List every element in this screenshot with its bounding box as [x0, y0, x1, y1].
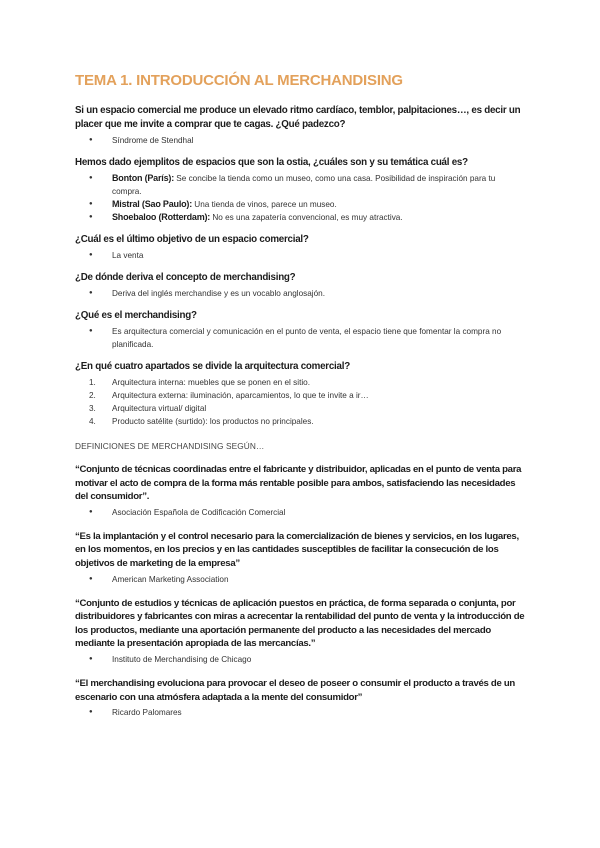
item-text: Producto satélite (surtido): los productos no principales.: [112, 417, 314, 426]
list-item: [75, 402, 527, 415]
item-number: 2.: [89, 391, 96, 400]
item-text: Se concibe la tienda como un museo, como una casa. Posibilidad de inspiración para tu compra.: [112, 174, 496, 196]
qa-block: [75, 309, 527, 351]
qa-block: [75, 360, 527, 428]
bullet-list: [75, 172, 527, 224]
qa-block: [75, 104, 527, 147]
definition-quote: “El merchandising evoluciona para provocar el deseo de poseer o consumir el producto a través de un escenario con una atmósfera adaptada a la mente del consumidor”: [75, 677, 515, 703]
list-item: [75, 287, 527, 300]
bullet-list: [75, 573, 527, 586]
bullet-list: [75, 653, 527, 666]
item-text: Arquitectura interna: muebles que se ponen en el sitio.: [112, 378, 310, 387]
item-text: Arquitectura externa: iluminación, aparcamientos, lo que te invite a ir…: [112, 391, 369, 400]
item-label: Shoebaloo (Rotterdam):: [112, 212, 211, 222]
list-item: [75, 415, 527, 428]
definition-block: [75, 597, 527, 666]
item-number: 3.: [89, 404, 96, 413]
item-number: 1.: [89, 378, 96, 387]
document-content: [75, 72, 527, 730]
item-label: Mistral (Sao Paulo):: [112, 199, 193, 209]
item-text: Síndrome de Stendhal: [112, 136, 194, 145]
list-item: [75, 134, 527, 147]
definition-quote: “Es la implantación y el control necesario para la comercialización de bienes y servicios, en los lugares, en los momentos, en los precios y en las cantidades susceptibles de facilitar la consecución de los objetivos de marketing de la empresa”: [75, 530, 519, 569]
definition-quote: “Conjunto de técnicas coordinadas entre el fabricante y distribuidor, aplicadas en el punto de venta para motivar el acto de compra de la forma más rentable posible para ambos, satisfaciendo las necesidades del consumidor”.: [75, 464, 522, 503]
definition-source: ● Ricardo Palomares: [75, 706, 527, 719]
definition-source: ● American Marketing Association: [75, 573, 527, 586]
list-item: [75, 211, 527, 224]
definition-quote: “Conjunto de estudios y técnicas de aplicación puestos en práctica, de forma separada o conjunta, por distribuidores y fabricantes con miras a acrecentar la rentabilidad del punto de venta y la introducción de los productos, mediante una aportación permanente del producto a las necesidades del mercado mediante la presentación apropiada de las mercancías.”: [75, 597, 525, 650]
item-text: Arquitectura virtual/ digital: [112, 404, 207, 413]
definitions-section: [75, 463, 527, 719]
qa-block: [75, 233, 527, 262]
list-item: [75, 376, 527, 389]
item-text: No es una zapatería convencional, es muy atractiva.: [210, 213, 403, 222]
definition-source: ● Instituto de Merchandising de Chicago: [75, 653, 527, 666]
qa-section: [75, 104, 527, 428]
question: ¿Cuál es el último objetivo de un espacio comercial?: [75, 234, 309, 245]
question: Hemos dado ejemplitos de espacios que son la ostia, ¿cuáles son y su temática cuál es?: [75, 157, 468, 168]
bullet-list: [75, 249, 527, 262]
question: Si un espacio comercial me produce un elevado ritmo cardíaco, temblor, palpitaciones…, es decir un placer que me invite a comprar que te cagas. ¿Qué padezco?: [75, 105, 521, 130]
definition-block: [75, 530, 527, 586]
definition-block: [75, 463, 527, 519]
qa-block: [75, 271, 527, 300]
list-item: [75, 389, 527, 402]
bullet-list: [75, 506, 527, 519]
item-text: La venta: [112, 251, 144, 260]
list-item: [75, 249, 527, 262]
item-text: Deriva del inglés merchandise y es un vocablo anglosajón.: [112, 289, 325, 298]
bullet-list: [75, 325, 527, 351]
item-text: Una tienda de vinos, parece un museo.: [192, 200, 337, 209]
numbered-list: [75, 376, 527, 428]
question: ¿Qué es el merchandising?: [75, 310, 197, 321]
list-item: [75, 198, 527, 211]
list-item: [75, 172, 527, 198]
item-number: 4.: [89, 417, 96, 426]
definition-block: [75, 677, 527, 719]
page-title: TEMA 1. INTRODUCCIÓN AL MERCHANDISING: [75, 72, 403, 89]
item-text: Es arquitectura comercial y comunicación en el punto de venta, el espacio tiene que fomentar la compra no planificada.: [112, 327, 502, 349]
list-item: [75, 325, 527, 351]
bullet-list: [75, 134, 527, 147]
qa-block: [75, 156, 527, 224]
bullet-list: [75, 287, 527, 300]
question: ¿En qué cuatro apartados se divide la arquitectura comercial?: [75, 361, 350, 372]
bullet-list: [75, 706, 527, 719]
definitions-heading: DEFINICIONES DE MERCHANDISING SEGÚN…: [75, 441, 265, 451]
question: ¿De dónde deriva el concepto de merchandising?: [75, 272, 296, 283]
item-label: Bonton (París):: [112, 173, 174, 183]
definition-source: ● Asociación Española de Codificación Comercial: [75, 506, 527, 519]
